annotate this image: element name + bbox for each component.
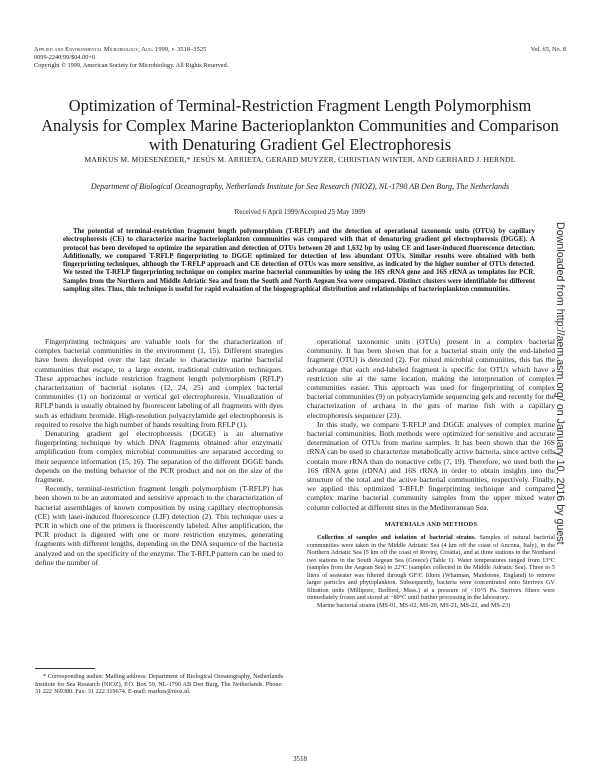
body-paragraph: Denaturing gradient gel electrophoresis (DGGE) is an alternative fingerprinting technique by which DNA fragments obtained after enzymatic amplification from complex microbial communities are separated according to their sequence information (15, 16). The separation of the different DGGE bands depends on the melting behavior of the PCR product and not on the size of the fragment. <box>35 429 283 485</box>
download-watermark <box>553 222 567 662</box>
footnote-rule <box>35 668 95 669</box>
volume-issue: Vol. 65, No. 8 <box>530 46 566 53</box>
corresponding-author-footnote: * Corresponding author. Mailing address: Department of Biological Oceanography, Netherlands Institute for Sea Research (NIOZ), P.O. Box 59, NL-1790 AB Den Burg, The Netherlands. Phone: 31 222 369380. Fax: 31 222 319674. E-mail: markus@nioz.nl. <box>35 673 283 696</box>
received-dates: Received 6 April 1999/Accepted 25 May 1999 <box>234 208 366 216</box>
subsection-runin-heading: Collection of samples and isolation of bacterial strains. <box>317 534 476 542</box>
body-paragraph: Recently, terminal-restriction fragment length polymorphism (T-RFLP) has been shown to be an automated and sensitive approach to the characterization of bacterial assemblages of known composition by using capillary electrophoresis (CE) with laser-induced fluorescence (LIF) detection (2). This technique uses a PCR in which one of the primers is fluorescently labeled. After amplification, the PCR product is digested with one or more restriction enzymes, generating fragments with different lengths, depending on the DNA sequence of the bacteria analyzed and on the specificity of the enzyme. The T-RFLP pattern can be used to define the number of <box>35 484 283 567</box>
journal-citation: Applied and Environmental Microbiology, Aug. 1999, p. 3518–3525 <box>34 46 207 53</box>
page-number: 3518 <box>293 755 307 763</box>
body-paragraph: Fingerprinting techniques are valuable tools for the characterization of complex bacterial communities in the environment (1, 15). Different strategies have been developed over the last decade to characterize marine bacterial communities that escape, to a large extent, traditional cultivation techniques. These approaches include restriction fragment length polymorphism (RFLP) characterization of bacterial isolates (12, 24, 25) and complex bacterial communities (1) on horizontal or vertical gel electrophoresis. Visualization of RFLP bands is usually obtained by fluorescent labeling of all fragments with dyes such as ethidium bromide. High-resolution polyacrylamide gel electrophoresis is required to resolve the high number of bands resulting from RFLP (1). <box>35 337 283 429</box>
body-paragraph: operational taxonomic units (OTUs) present in a complex bacterial community. It has been shown that for a bacterial strain only the end-labeled fragment (OTU) is detected (2). For mixed microbial communities, this has the advantage that each end-labeled fragment is specific for OTUs which have a restriction site at the same location, making the interpretation of complex communities easier. This approach was used for fingerprinting of complex bacterial communities (9) on polyacrylamide sequencing gels and recently for the characterization of archaea in the guts of marine fish with a capillary electrophoresis sequencer (23). <box>307 337 555 420</box>
section-heading: MATERIALS AND METHODS <box>384 520 478 528</box>
author-list: MARKUS M. MOESENEDER,* JESÚS M. ARRIETA, GERARD MUYZER, CHRISTIAN WINTER, AND GERHARD J. HERNDL <box>84 155 516 164</box>
right-column <box>307 337 555 609</box>
copyright-line: Copyright © 1999, American Society for Microbiology. All Rights Reserved. <box>34 62 229 69</box>
running-header <box>34 46 566 70</box>
body-paragraph: In this study, we compare T-RFLP and DGGE analyses of complex marine bacterial communities. Both methods were optimized for sensitive and accurate determination of OTUs from marine samples. It has been shown that the 16S rRNA can be used to characterize metabolically active bacteria, since active cells contain more rRNA than do nonactive cells (7, 19). Therefore, we used both the 16S rRNA gene (rDNA) and 16S rRNA in order to obtain insights into the structure of the total and the active bacterial communities, respectively. Finally, we applied this optimized T-RFLP fingerprinting technique and compared complex marine bacterial community samples from the upper mixed water column collected at different sites in the Mediterranean Sea. <box>307 419 555 512</box>
methods-text: Samples of natural bacterial communities were taken in the Middle Adriatic Sea (4 km off the coast of Ancona, Italy), in the Northern Adriatic Sea (5 km off the coast of Rovinj, Croatia), and at three stations in the Northand two stations in the South Aegean Sea (Greece) (Table 1). Water temperatures ranged from 13°C (samples from the Aegean Sea) to 22°C (samples collected in the Middle Adriatic Sea). Three to 5 liters of seawater was filtered through GF/C filters (Whatman, Maidstone, England) to remove larger particles and phytoplankton. Subsequently, bacteria were concentrated onto Sterivex GV filtration units (Millipore, Bedford, Mass.) at a pressure of <10^5 Pa. Sterivex filters were immediately frozen and stored at −80°C until further processing in the laboratory. <box>307 534 555 602</box>
methods-paragraph <box>307 534 555 602</box>
methods-paragraph: Marine bacterial strains (MS-01, MS-02, MS-20, MS-21, MS-22, and MS-23) <box>317 601 511 609</box>
affiliation: Department of Biological Oceanography, Netherlands Institute for Sea Research (NIOZ), NL-1790 AB Den Burg, The Netherlands <box>90 182 510 191</box>
abstract: The potential of terminal-restriction fragment length polymorphism (T-RFLP) and the detection of operational taxonomic units (OTUs) by capillary electrophoresis (CE) to characterize marine bacterioplankton communities was compared with that of denaturing gradient gel electrophoresis (DGGE). A protocol has been developed to optimize the separation and detection of OTUs between 20 and 1,632 bp by using CE and laser-induced fluorescence detection. Additionally, we compared T-RFLP fingerprinting to DGGE optimized for detection of less abundant OTUs. Similar results were obtained with both fingerprinting techniques, although the T-RFLP approach and CE detection of OTUs was more sensitive, as indicated by the higher number of OTUs detected. We tested the T-RFLP fingerprinting technique on complex marine bacterial communities by using the 16S rRNA gene and 16S rRNA as templates for PCR. Samples from the Northern and Middle Adriatic Sea and from the South and North Aegean Sea were compared. Distinct clusters were identifiable for different sampling sites. Thus, this technique is useful for rapid evaluation of the biogeographical distribution and relationships of bacterioplankton communities. <box>63 228 535 294</box>
left-column <box>35 337 283 567</box>
issn-line: 0099-2240/99/$04.00+0 <box>34 54 96 61</box>
download-watermark-text: Downloaded from http://aem.asm.org/ on January 10, 2016 by guest <box>554 222 566 545</box>
article-title: Optimization of Terminal-Restriction Fragment Length Polymorphism Analysis for Complex Marine Bacterioplankton Communities and Comparison with Denaturing Gradient Gel Electrophoresis <box>41 96 559 154</box>
